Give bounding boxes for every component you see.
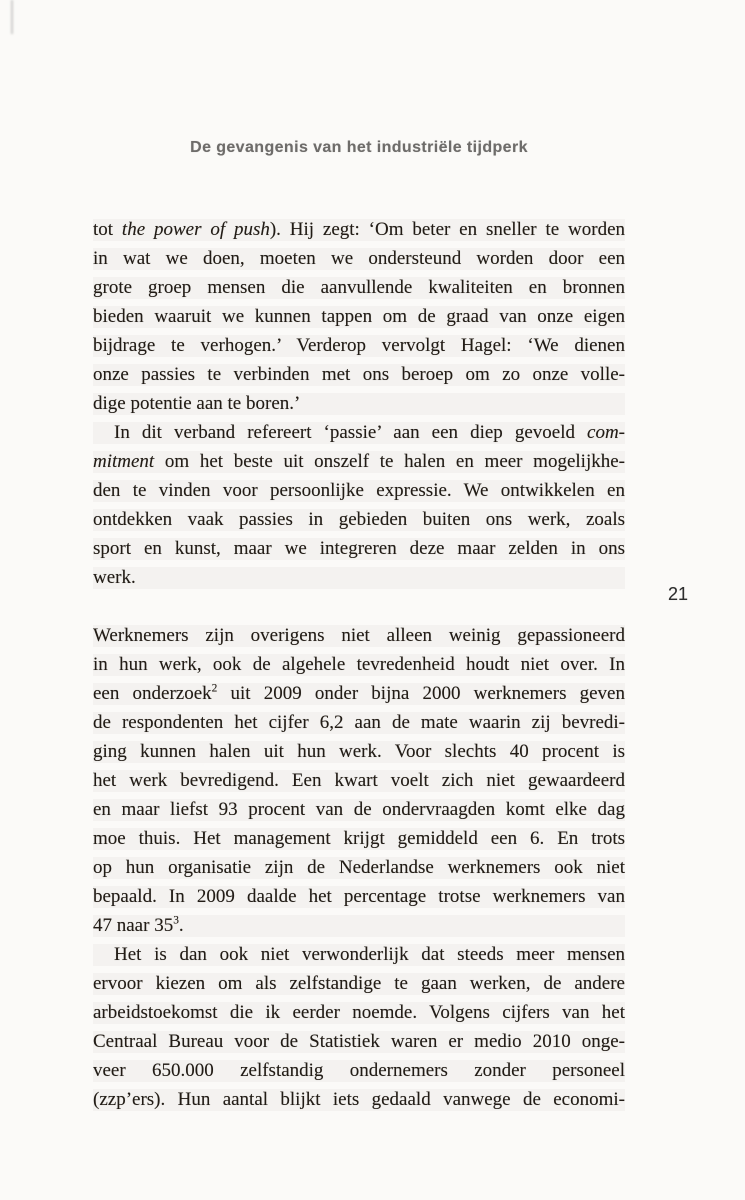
text-line xyxy=(93,1085,625,1114)
italic-text: mitment xyxy=(93,451,155,472)
paragraph xyxy=(93,621,625,940)
text-line xyxy=(93,331,625,360)
paragraph xyxy=(93,215,625,418)
text-line xyxy=(93,476,625,505)
text-segment: 47 naar 35 xyxy=(93,915,174,936)
text-line xyxy=(93,1056,625,1085)
text-segment: bieden waaruit we kunnen tappen om de graad van onze eigen xyxy=(93,306,625,327)
text-line xyxy=(93,563,625,592)
paragraph xyxy=(93,418,625,592)
text-segment: het werk bevredigend. Een kwart voelt zich niet gewaardeerd xyxy=(93,770,625,791)
text-segment: de respondenten het cijfer 6,2 aan de mate waarin zij bevredi- xyxy=(93,712,625,733)
text-segment: sport en kunst, maar we integreren deze maar zelden in ons xyxy=(93,538,625,559)
text-segment: veer 650.000 zelfstandig ondernemers zonder personeel xyxy=(93,1060,625,1081)
text-line xyxy=(93,853,625,882)
text-segment: In dit verband refereert ‘passie’ aan een diep gevoeld xyxy=(114,422,588,443)
text-line xyxy=(93,650,625,679)
text-segment: den te vinden voor persoonlijke expressie. We ontwikkelen en xyxy=(93,480,625,501)
paragraph xyxy=(93,940,625,1114)
text-segment: (zzp’ers). Hun aantal blijkt iets gedaald vanwege de economi- xyxy=(93,1089,625,1110)
text-segment: arbeidstoekomst die ik eerder noemde. Volgens cijfers van het xyxy=(93,1002,625,1023)
text-line xyxy=(93,505,625,534)
text-line xyxy=(93,302,625,331)
text-segment: in wat we doen, moeten we ondersteund worden door een xyxy=(93,248,625,269)
text-segment: grote groep mensen die aanvullende kwaliteiten en bronnen xyxy=(93,277,625,298)
text-segment: op hun organisatie zijn de Nederlandse werknemers ook niet xyxy=(93,857,625,878)
text-segment: Centraal Bureau voor de Statistiek waren er medio 2010 onge- xyxy=(93,1031,625,1052)
text-segment: bijdrage te verhogen.’ Verderop vervolgt Hagel: ‘We dienen xyxy=(93,335,625,356)
text-line xyxy=(93,708,625,737)
text-segment: onze passies te verbinden met ons beroep om zo onze volle- xyxy=(93,364,625,385)
text-segment: moe thuis. Het management krijgt gemiddeld een 6. En trots xyxy=(93,828,625,849)
text-segment: ging kunnen halen uit hun werk. Voor slechts 40 procent is xyxy=(93,741,625,762)
text-line xyxy=(93,824,625,853)
text-line xyxy=(93,534,625,563)
scan-edge-artifact xyxy=(11,0,13,34)
text-segment: . xyxy=(178,915,184,936)
text-segment: en maar liefst 93 procent van de ondervraagden komt elke dag xyxy=(93,799,625,820)
text-line xyxy=(93,244,625,273)
text-line xyxy=(93,418,625,447)
footnote-marker: 3 xyxy=(173,914,179,927)
text-line xyxy=(93,969,625,998)
text-line xyxy=(93,360,625,389)
text-line xyxy=(93,389,625,418)
body-text xyxy=(93,215,625,1114)
text-segment: bepaald. In 2009 daalde het percentage trotse werknemers van xyxy=(93,886,625,907)
running-header: De gevangenis van het industriële tijdperk xyxy=(190,139,528,156)
text-line xyxy=(93,215,625,244)
text-line xyxy=(93,621,625,650)
text-line xyxy=(93,766,625,795)
text-segment: tot xyxy=(93,219,122,240)
text-line xyxy=(93,1027,625,1056)
footnote-marker: 2 xyxy=(211,682,218,695)
text-line xyxy=(93,998,625,1027)
text-segment: om het beste uit onszelf te halen en meer mogelijkhe- xyxy=(154,451,625,472)
text-segment: dige potentie aan te boren.’ xyxy=(93,393,301,414)
text-segment: Het is dan ook niet verwonderlijk dat steeds meer mensen xyxy=(114,944,625,965)
text-line xyxy=(93,273,625,302)
italic-text: com- xyxy=(587,422,625,443)
text-line xyxy=(93,911,625,940)
text-segment: ontdekken vaak passies in gebieden buiten ons werk, zoals xyxy=(93,509,625,530)
text-segment: in hun werk, ook de algehele tevredenheid houdt niet over. In xyxy=(93,654,625,675)
text-line xyxy=(93,940,625,969)
text-segment: ervoor kiezen om als zelfstandige te gaan werken, de andere xyxy=(93,973,625,994)
text-line xyxy=(93,737,625,766)
italic-text: the power of push xyxy=(121,219,270,240)
text-line xyxy=(93,447,625,476)
text-line xyxy=(93,882,625,911)
text-segment: een onderzoek xyxy=(93,683,212,704)
text-segment: werk. xyxy=(93,567,136,588)
text-line xyxy=(93,795,625,824)
text-segment: ). Hij zegt: ‘Om beter en sneller te worden xyxy=(269,219,626,240)
page-number: 21 xyxy=(668,584,689,604)
text-segment: uit 2009 onder bijna 2000 werknemers geven xyxy=(217,683,625,704)
text-line xyxy=(93,679,625,708)
text-segment: Werknemers zijn overigens niet alleen weinig gepassioneerd xyxy=(93,625,625,646)
